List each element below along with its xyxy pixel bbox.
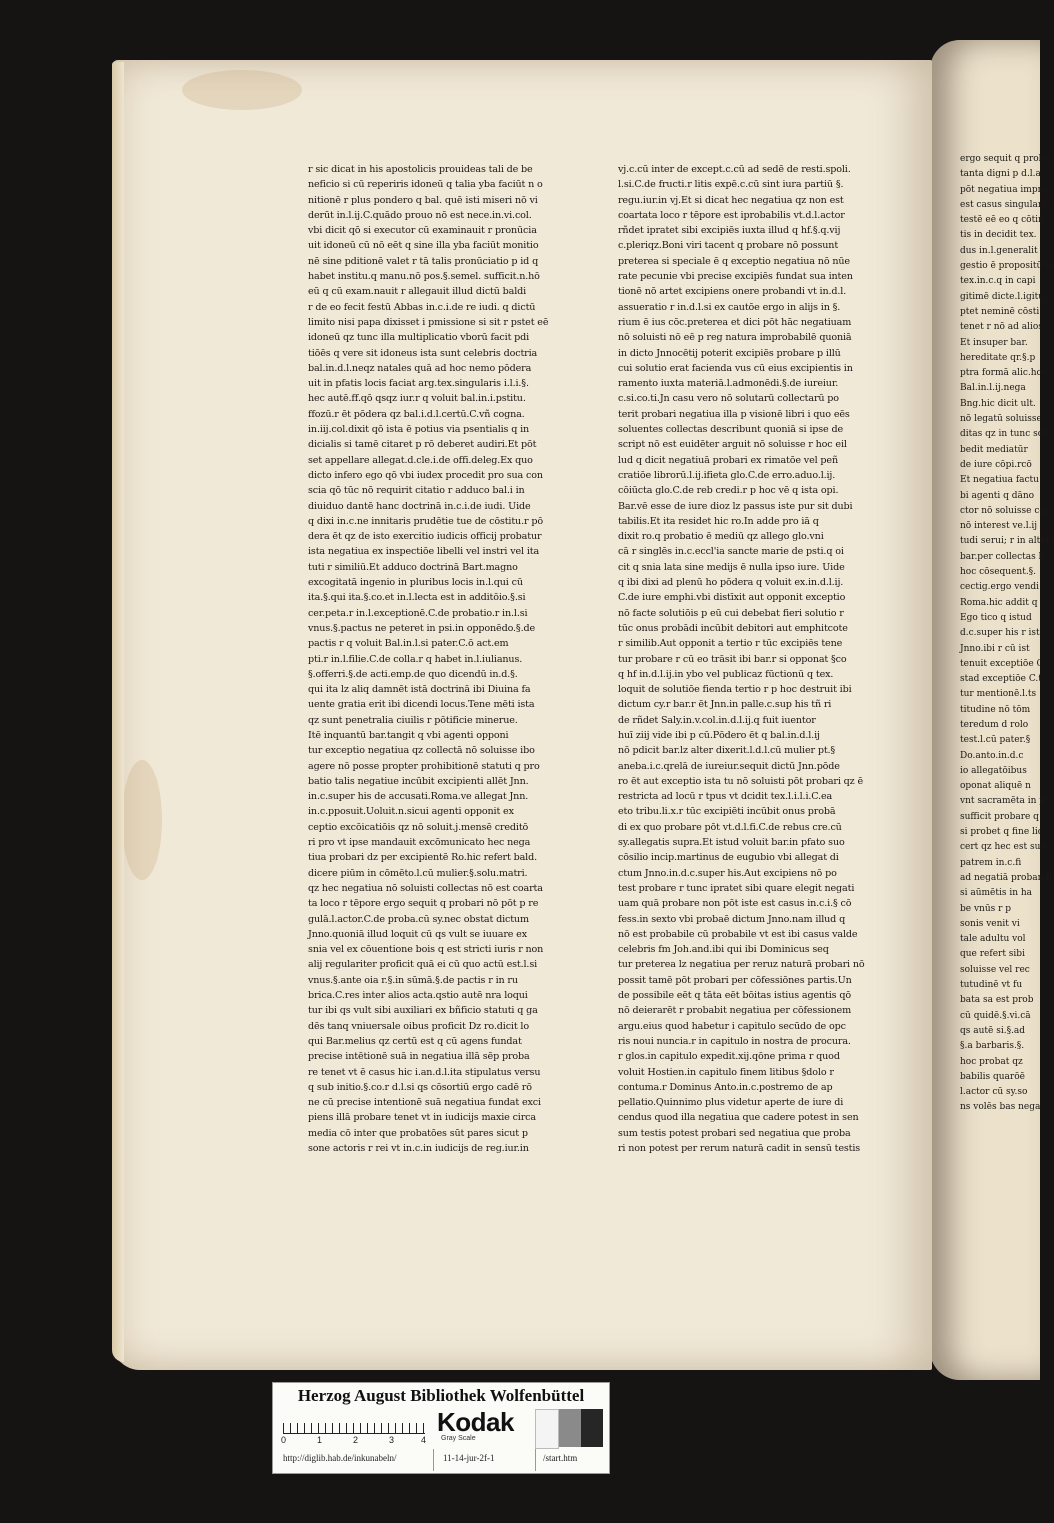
facing-text-line: tenuit exceptiōe C — [960, 658, 1044, 669]
text-line: agere nō posse propter prohibitionē statuti q pro — [308, 760, 540, 772]
text-line: preterea si speciale ē q exceptio negatiua nō nūe — [618, 255, 850, 267]
text-line: r glos.in capitulo expedit.xij.qōne prima r quod — [618, 1051, 840, 1063]
text-line: ramento iuxta materiā.l.admonēdi.§.de iureiur. — [618, 378, 839, 390]
text-line: qui ita lz aliq damnēt istā doctrinā ibi Diuina fa — [308, 684, 531, 696]
text-line: vnus.§.pactus ne peteret in psi.in opponēdo.§.de — [308, 622, 535, 634]
facing-text-line: que refert sibi — [960, 949, 1025, 960]
text-line: cer.peta.r in.l.exceptionē.C.de probatio.r in.l.si — [308, 607, 528, 619]
text-line: batio talis negatiue incūbit excipienti allēt Jnn. — [308, 775, 529, 787]
text-line: vj.c.cū inter de except.c.cū ad sedē de resti.spoli. — [618, 164, 851, 175]
text-line: dera ēt qz de isto exercitio iudicis officij probatur — [308, 531, 542, 543]
text-line: rate pecunie vbi precise excipiēs fundat sua inten — [618, 271, 853, 283]
facing-text-line: nō legatū soluisse — [960, 414, 1042, 425]
facing-text-line: vnt sacramēta in p — [960, 796, 1046, 807]
text-line: sone actoris r rei vt in.c.in iudicijs de reg.iur.in — [308, 1143, 529, 1154]
facing-text-line: Jnno.ibi r cū ist — [960, 643, 1030, 654]
text-line: qz hec negatiua nō soluisti collectas nō est coarta — [308, 882, 543, 894]
facing-text-line: ctor nō soluisse col — [960, 505, 1048, 516]
facing-text-line: Et insuper bar. — [960, 337, 1028, 348]
text-line: bal.in.d.l.neqz natales quā ad hoc nemo pōdera — [308, 362, 532, 374]
text-line: ista negatiua ex inspectiōe libelli vel instri vel ita — [308, 546, 540, 558]
facing-text-line: hoc cōsequent.§. — [960, 567, 1037, 578]
text-line: q sub initio.§.co.r d.l.si qs cōsortiū ergo cadē rō — [308, 1081, 532, 1093]
facing-text-line: pōt negatiua impro — [960, 184, 1048, 195]
text-line: gulā.l.actor.C.de proba.cū sy.nec obstat dictum — [308, 913, 529, 925]
text-line: qui Bar.melius qz certū est q cū agens fundat — [308, 1035, 522, 1047]
text-line: hec autē.ff.qō qsqz iur.r q voluit bal.in.i.pstitu. — [308, 393, 526, 405]
text-line: cōiūcta glo.C.de reb credi.r p hoc vē q ista opi. — [618, 485, 839, 497]
text-line: sy.allegatis supra.Et istud voluit bar.in pfato suo — [618, 837, 845, 849]
facing-text-line: gestio ē propositū te — [960, 261, 1054, 272]
text-line: voluit Hostien.in capitulo finem litibus §dolo r — [618, 1066, 834, 1078]
gray-swatches — [535, 1409, 603, 1447]
text-line: idoneū qz tunc illa multiplicatio vborū facit pdi — [308, 332, 530, 344]
text-line: Itē inquantū bar.tangit q vbi agenti opponi — [308, 729, 509, 741]
text-line: ri non potest per rerum naturā cadit in sensū testis — [618, 1143, 861, 1154]
text-line: cratiōe librorū.l.ij.ifieta glo.C.de erro.aduo.l.ij. — [618, 469, 836, 481]
text-line: tabilis.Et ita residet hic ro.In adde pro iā q — [618, 515, 819, 527]
facing-text-line: Ego tico q istud — [960, 612, 1032, 623]
text-line: nitionē r plus pondero q bal. quē isti miseri nō vi — [308, 194, 538, 206]
facing-text-line: bi agenti q dāno — [960, 490, 1035, 501]
text-line: cui solutio erat facienda vus cū eius excipientis in — [618, 362, 853, 374]
digital-library-url: http://diglib.hab.de/inkunabeln/ — [283, 1453, 397, 1463]
text-line: eū q cū exam.nauit r allegauit illud dictū baldi — [308, 286, 527, 298]
facing-text-line: bar.per collectas b — [960, 551, 1045, 562]
ruler-number: 1 — [317, 1435, 323, 1445]
text-line: tuti r similiū.Et adduco doctrinā Bart.magno — [308, 561, 518, 573]
text-line: cendus quod illa negatiua que cadere potest in sen — [618, 1112, 859, 1124]
text-line: uit idoneū cū nō eēt q sine illa yba faciūt monitio — [308, 240, 539, 252]
facing-text-line: hoc probat qz — [960, 1056, 1023, 1067]
facing-text-line: gitimē dicte.l.igitu — [960, 291, 1045, 302]
target-card — [272, 1382, 610, 1474]
text-line: nō est probabile cū probabile vt est ibi casus valde — [618, 928, 858, 940]
facing-text-line: titudine nō tōm — [960, 704, 1031, 715]
swatch-white — [535, 1409, 559, 1449]
swatch-black — [581, 1409, 603, 1447]
text-line: celebris fm Joh.and.ibi qui ibi Dominicus seq — [618, 944, 829, 956]
text-line: precise intētionē suā in negatiua illā sēp proba — [308, 1051, 530, 1063]
shelfmark: 11-14-jur-2f-1 — [443, 1453, 495, 1463]
text-line: scia qō tūc nō requirit citatio r adduco bal.i in — [308, 485, 525, 497]
facing-text-line: io allegatōibus — [960, 765, 1027, 776]
text-line: vnus.§.ante oia r.§.in sūmā.§.de pactis r in ru — [308, 974, 518, 986]
page-stain — [122, 760, 162, 880]
facing-text-line: d.c.super his r ist — [960, 628, 1040, 639]
text-line: terit probari negatiua illa p visionē libri i quo eēs — [618, 408, 850, 420]
swatch-gray — [559, 1409, 581, 1447]
text-line: vbi dicit qō si executor cū examinauit r pronūcia — [308, 225, 537, 237]
gray-scale-label: Gray Scale — [441, 1435, 476, 1442]
text-line: pactis r q voluit Bal.in.l.si pater.C.ō act.em — [308, 638, 509, 650]
facing-text-line: Et negatiua factu — [960, 475, 1039, 486]
text-line: q hf in.d.l.ij.in ybo vel publicaz fūctionū q tex. — [618, 668, 834, 680]
text-line: ro ēt aut exceptio ista tu nō soluisti pōt probari qz ē — [618, 775, 864, 787]
text-line: rñdet ipratet sibi excipiēs iuxta illud q hf.§.q.vij — [618, 225, 841, 237]
text-line: limito nisi papa dixisset i pmissione si sit r pstet eē — [308, 316, 549, 328]
text-line: habet institu.q manu.nō pos.§.semel. sufficit.n.hō — [308, 271, 540, 283]
text-line: tūc onus probādi incūbit debitori aut emphitcote — [618, 622, 848, 634]
text-line: coartata loco r tēpore est iprobabilis vt.d.l.actor — [618, 209, 845, 221]
start-page-link: /start.htm — [543, 1453, 578, 1463]
text-line: ta loco r tēpore ergo sequit q probari nō pōt p re — [308, 898, 539, 910]
facing-text-line: tale adultu vol — [960, 934, 1026, 945]
facing-text-line: bedit mediatūr — [960, 444, 1028, 455]
text-line: fess.in sexto vbi probaē dictum Jnno.nam illud q — [618, 913, 846, 925]
text-line: c.si.co.ti.Jn casu vero nō solutarū collectarū po — [618, 393, 839, 405]
text-line: in.iij.col.dixit qō ista ē potius via psentialis q in — [308, 424, 530, 436]
text-line: ceptio excōicatiōis qz nō soluit.j.mensē creditō — [308, 821, 529, 833]
text-line: dēs tanq vniuersale oibus proficit Dz ro.dicit lo — [308, 1020, 529, 1032]
text-line: nē sine pditionē valet r tā talis pronūciatio p id q — [308, 255, 539, 267]
text-line: uit in pfatis locis faciat arg.tex.singularis i.l.i.§. — [308, 378, 529, 390]
text-line: nō facte solutiōis p eū cui debebat fieri solutio r — [618, 607, 844, 619]
text-line: cōsilio incip.martinus de eugubio vbi allegat di — [618, 852, 839, 864]
text-line: in dicto Jnnocētij poterit excipiēs probare p illū — [618, 347, 841, 359]
facing-text-line: cert qz hec est sua — [960, 842, 1046, 853]
text-line: pellatio.Quinnimo plus videtur aperte de iure di — [618, 1097, 844, 1109]
text-line: dicto infero ego qō vbi iudex procedit pro sua con — [308, 469, 543, 481]
text-line: possit tamē pōt probari per cōfessiōnes partis.Un — [618, 974, 852, 986]
kodak-logo: Kodak — [437, 1407, 514, 1437]
text-line: excogitatā ingenio in pluribus locis in.l.qui cū — [308, 577, 523, 589]
text-line: ctum Jnno.in.d.c.super his.Aut excipiens nō po — [618, 867, 837, 879]
facing-text-line: tutudinē vt fu — [960, 980, 1023, 991]
facing-text-line: si probet q fine lic — [960, 827, 1043, 838]
text-line: §.offerri.§.de acti.emp.de quo dicendū in.d.§. — [308, 668, 518, 680]
text-line: tur exceptio negatiua qz collectā nō soluisse ibo — [308, 745, 535, 757]
facing-text-line: §.a barbaris.§. — [960, 1041, 1025, 1052]
text-line: contuma.r Dominus Anto.in.c.postremo de ap — [618, 1081, 833, 1093]
text-line: de possibile eēt q tāta eēt bōitas istius agentis qō — [618, 990, 851, 1002]
card-divider — [535, 1449, 536, 1471]
text-line: piens illā probare tenet vt in iudicijs maxie circa — [308, 1112, 536, 1124]
facing-text-line: Bal.in.l.ij.nega — [960, 383, 1026, 394]
text-line: restricta ad locū r tpus vt dcidit tex.l.i.l.i.C.ea — [618, 791, 833, 803]
facing-text-line: nō interest ve.l.ij — [960, 521, 1038, 532]
text-line: regu.iur.in vj.Et si dicat hec negatiua qz non est — [618, 194, 844, 206]
facing-text-line: teredum d rolo — [960, 719, 1029, 730]
text-line: pti.r in.l.filie.C.de colla.r q habet in.l.iulianus. — [308, 653, 523, 665]
text-line: derūt in.l.ij.C.quādo prouo nō est nece.in.vi.col. — [308, 209, 532, 221]
facing-text-line: testē eē eo q cōtin — [960, 215, 1044, 226]
facing-page — [930, 40, 1054, 1380]
page-stain — [182, 70, 302, 110]
text-line: r similib.Aut opponit a tertio r tūc excipiēs tene — [618, 638, 843, 650]
facing-text-line: soluisse vel rec — [960, 964, 1030, 975]
text-line: ita.§.qui ita.§.co.et in.l.lecta est in additōio.§.si — [308, 592, 526, 604]
text-line: ne cū precise intentionē suā negatiua fundat exci — [308, 1097, 541, 1109]
text-line: nō deierarēt r probabit negatiua per cōfessionem — [618, 1005, 852, 1017]
facing-text-line: si aūmētis in ha — [960, 888, 1033, 899]
text-line: ri pro vt ipse mandauit excōmunicato hec nega — [308, 837, 531, 849]
text-line: nō pdicit bar.lz alter dixerit.l.d.l.cū mulier pt.§ — [618, 745, 836, 757]
text-line: loquit de solutiōe fienda tertio r p hoc destruit ibi — [618, 684, 852, 696]
text-line: ris noui nuncia.r in capitulo in nostra de procura. — [618, 1035, 851, 1047]
facing-text-line: patrem in.c.fi — [960, 857, 1022, 868]
text-line: brica.C.res inter alios acta.qstio autē nra loqui — [308, 990, 528, 1002]
facing-text-line: babilis quarōē — [960, 1071, 1025, 1082]
facing-text-line: sonis venit vi — [960, 918, 1020, 929]
facing-text-line: ditas qz in tunc solu — [960, 429, 1052, 440]
facing-text-line: ptet neminē cōsti — [960, 306, 1040, 317]
text-line: in.c.pposuit.Uoluit.n.sicui agenti opponit ex — [308, 806, 514, 818]
text-line: C.de iure emphi.vbi distīxit aut opponit exceptio — [618, 592, 846, 604]
text-line: ffozū.r ēt pōdera qz bal.i.d.l.certū.C.vñ cogna. — [308, 408, 525, 420]
facing-text-line: tur mentionē.l.ts — [960, 689, 1037, 700]
facing-text-line: ad negatiā probandi — [960, 872, 1053, 883]
text-line: dictum cy.r bar.r ēt Jnn.in palle.c.sup his tñ ri — [618, 699, 832, 711]
text-line: test probare r tunc ipratet sibi quare elegit negati — [618, 882, 855, 894]
facing-text-line: dus in.l.generalit — [960, 245, 1038, 256]
text-column-right — [618, 162, 908, 1156]
text-line: tur probare r cū eo trāsit ibi bar.r si opponat §co — [618, 653, 847, 665]
text-line: r de eo fecit festū Abbas in.c.i.de re iudi. q dictū — [308, 301, 536, 313]
text-line: media cō inter que probatōes sūt pares sicut p — [308, 1127, 528, 1139]
text-line: de rñdet Saly.in.v.col.in.d.l.ij.q fuit iuentor — [618, 714, 816, 726]
text-line: uente gratia erit ibi dicendi locus.Tene mēti ista — [308, 699, 535, 711]
facing-text-line: de iure cōpi.rcō — [960, 459, 1032, 470]
facing-text-line: tudi serui; r in alter — [960, 536, 1050, 547]
facing-text-line: l.actor cū sy.so — [960, 1087, 1028, 1098]
facing-text-line: ergo sequit q proba — [960, 154, 1050, 164]
facing-text-line: tenet r nō ad alios — [960, 322, 1043, 333]
facing-text-line: ptra formā alic.hoc — [960, 368, 1047, 379]
text-line: rium ē ius cōc.preterea et dici pōt hāc negatiuam — [618, 316, 852, 328]
text-line: aneba.i.c.qrelā de iureiur.sequit dictū Jnn.pōde — [618, 760, 840, 772]
text-line: q ibi dixi ad plenū ho pōdera q voluit ex.in.d.l.ij. — [618, 577, 844, 589]
scale-ruler — [283, 1411, 425, 1434]
facing-text-line: hereditate qr.§.p — [960, 352, 1036, 363]
text-line: dixit ro.q probatio ē mediū qz allego glo.vni — [618, 531, 824, 543]
facing-text-line: tex.in.c.q in capi — [960, 276, 1036, 287]
card-divider — [433, 1449, 434, 1471]
facing-text-line: tanta digni p d.l.a — [960, 169, 1041, 180]
library-title: Herzog August Bibliothek Wolfenbüttel — [297, 1386, 585, 1405]
text-line: argu.eius quod habetur i capitulo secūdo de opc — [618, 1020, 846, 1032]
text-line: tiōēs q vere sit idoneus ista sunt celebris doctria — [308, 347, 538, 359]
facing-text-line: Bng.hic dicit ult. — [960, 398, 1036, 409]
text-line: Bar.vē esse de iure dioz lz passus iste pur sit dubi — [618, 500, 853, 512]
text-line: tiua probari dz per excipientē Ro.hic refert bald. — [308, 852, 537, 864]
text-line: eto tribu.li.x.r tūc excipiēti incūbit onus probā — [618, 806, 836, 818]
facing-text-line: est casus singularis — [960, 199, 1050, 210]
text-column-left — [308, 162, 598, 1156]
text-line: tionē nō artet excipiens onere probandi vt in.d.l. — [618, 286, 847, 298]
ruler-number: 2 — [353, 1435, 359, 1445]
facing-text-line: stad exceptiōe C.t — [960, 674, 1042, 685]
facing-text-line: Do.anto.in.d.c — [960, 750, 1024, 761]
text-line: diuiduo dantē hanc doctrinā in.c.i.de iudi. Uide — [308, 500, 531, 512]
facing-text-line: oponat aliquē n — [960, 781, 1031, 792]
text-line: re tenet vt ē casus hic i.an.d.l.ita stipulatus versu — [308, 1066, 541, 1078]
text-line: script nō est euidēter arguit nō soluisse r hoc eil — [618, 439, 847, 451]
text-line: Jnno.quoniā illud loquit cū qs vult se iuuare ex — [308, 928, 527, 940]
facing-text-line: Roma.hic addit q — [960, 597, 1038, 608]
facing-text-line: cū quidē.§.vi.cā — [960, 1010, 1031, 1021]
facing-text-line: cectig.ergo vendi — [960, 582, 1040, 593]
facing-text-line: ns volēs bas nega — [960, 1102, 1041, 1113]
text-line: cā r singlēs in.c.eccl'ia sancte marie de psti.q oi — [618, 546, 844, 558]
ruler-number: 4 — [421, 1435, 427, 1445]
text-line: uam quā probare non pōt iste est casus in.c.i.§ cō — [618, 898, 852, 910]
facing-text-line: be vnūs r p — [960, 903, 1012, 914]
text-line: in.c.super his de accusati.Roma.ve allegat Jnn. — [308, 791, 529, 803]
facing-text-line: bata sa est prob — [960, 995, 1034, 1006]
facing-text-line: sufficit probare q — [960, 811, 1039, 822]
text-line: set appellare allegat.d.cle.i.de offi.deleg.Ex quo — [308, 454, 533, 466]
text-line: dicialis si tamē citaret p rō deberet audiri.Et pōt — [308, 439, 537, 451]
text-line: nō soluisti nō eē p reg natura improbabilē quoniā — [618, 332, 852, 344]
text-line: alij regulariter proficit quā ei cū quo actū est.l.si — [308, 959, 538, 971]
ruler-number: 3 — [389, 1435, 395, 1445]
facing-text-line: qs autē si.§.ad — [960, 1025, 1026, 1036]
text-line: sum testis potest probari sed negatiua que proba — [618, 1127, 851, 1139]
text-line: tur preterea lz negatiua per reruz naturā probari nō — [618, 959, 865, 971]
text-line: cit q snia lata sine medijs ē nulla ipso iure. Uide — [618, 561, 845, 573]
ruler-number: 0 — [281, 1435, 287, 1445]
text-line: qz sunt penetralia ciuilis r pōtificie minerue. — [308, 714, 518, 726]
facing-page-text — [960, 152, 1054, 1116]
facing-text-line: test.l.cū pater.§ — [960, 735, 1031, 746]
text-line: lud q dicit negatiuā probari ex rimatōe vel peñ — [618, 454, 838, 466]
text-line: q dixi in.c.ne innitaris prudētie tue de cōstitu.r pō — [308, 515, 543, 527]
page-edge — [112, 62, 124, 1362]
text-line: neficio si cū reperiris idoneū q talia yba faciūt n o — [308, 179, 543, 191]
text-line: c.pleriqz.Boni viri tacent q probare nō possunt — [618, 240, 839, 252]
text-line: r sic dicat in his apostolicis prouideas tali de be — [308, 164, 533, 175]
text-line: l.si.C.de fructi.r litis expē.c.cū sint iura partiū §. — [618, 179, 844, 191]
text-line: dicere piūm in cōmēto.l.cū mulier.§.solu.matri. — [308, 867, 528, 879]
facing-text-line: tis in decidit tex. — [960, 230, 1037, 241]
text-line: snia vel ex cōuentione bois q est stricti iuris r non — [308, 944, 544, 956]
text-line: tur ibi qs vult sibi auxiliari ex bñficio statuti q ga — [308, 1005, 538, 1017]
text-line: di ex quo probare pōt vt.d.l.fi.C.de rebus cre.cū — [618, 821, 842, 833]
text-line: soluentes collectas describunt quoniā si ipse de — [618, 424, 843, 436]
text-line: assueratio r in.d.l.si ex cautōe ergo in alijs in §. — [618, 301, 841, 313]
text-line: huī ziij vide ibi p cū.Pōdero ēt q bal.in.d.l.ij — [618, 729, 820, 741]
